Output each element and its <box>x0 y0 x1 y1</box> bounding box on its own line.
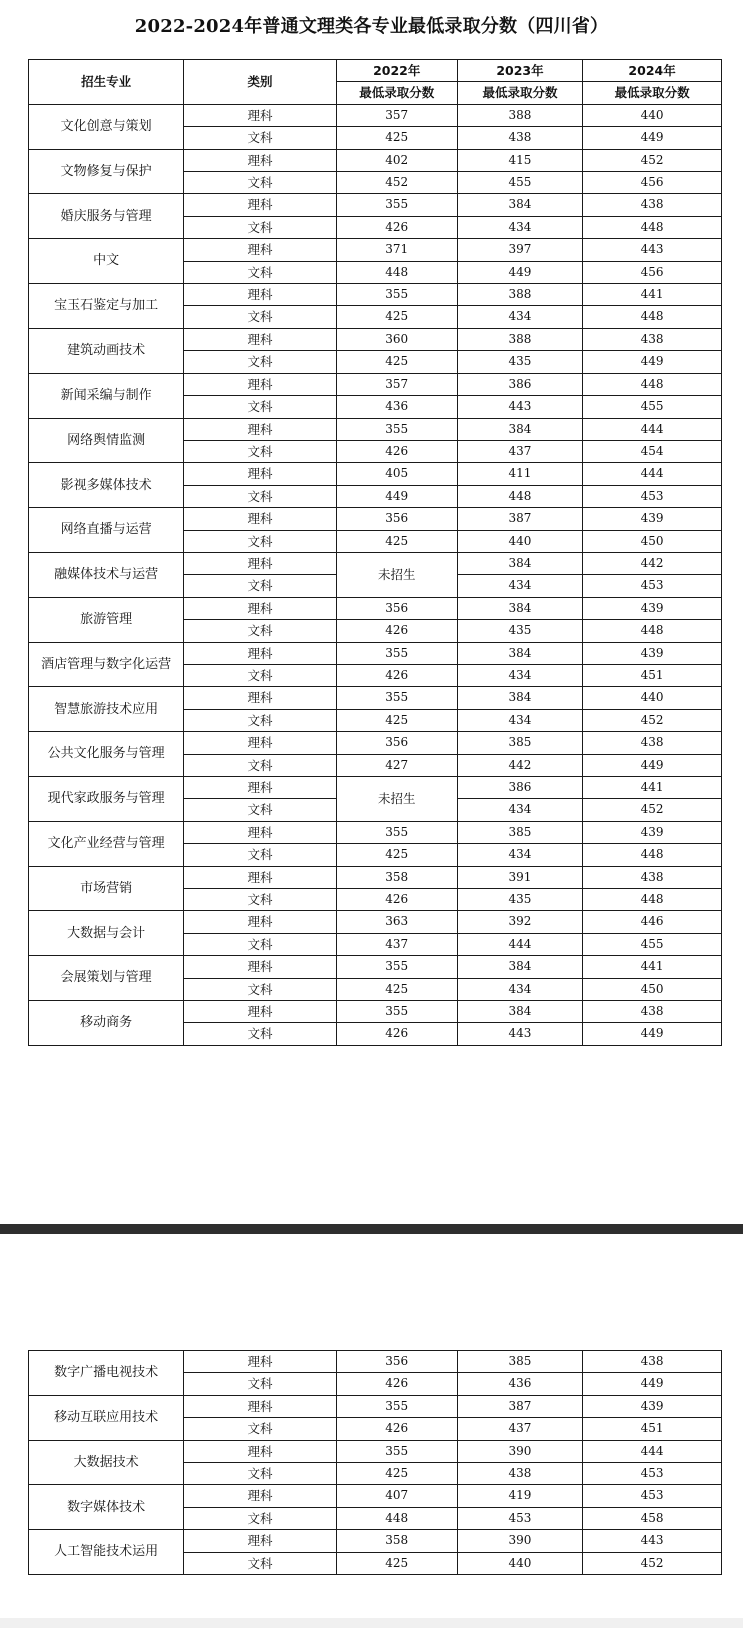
major-name-cell: 网络舆情监测 <box>29 418 184 463</box>
score-2022-cell: 356 <box>336 508 457 530</box>
category-cell: 理科 <box>184 149 336 171</box>
major-name-cell: 现代家政服务与管理 <box>29 777 184 822</box>
major-name-cell: 网络直播与运营 <box>29 508 184 553</box>
score-2024-cell: 455 <box>583 396 722 418</box>
category-cell: 文科 <box>184 440 336 462</box>
score-2022-cell: 426 <box>336 440 457 462</box>
score-2024-cell: 440 <box>583 687 722 709</box>
score-2023-cell: 415 <box>457 149 582 171</box>
header-year-2022: 2022年 <box>336 60 457 82</box>
category-cell: 理科 <box>184 1351 336 1373</box>
category-cell: 理科 <box>184 1395 336 1417</box>
score-2023-cell: 390 <box>457 1440 582 1462</box>
score-2023-cell: 435 <box>457 889 582 911</box>
category-cell: 文科 <box>184 978 336 1000</box>
table-row <box>29 328 722 350</box>
score-2023-cell: 385 <box>457 1351 582 1373</box>
score-2023-cell: 386 <box>457 777 582 799</box>
score-2022-cell: 425 <box>336 351 457 373</box>
score-2022-cell: 407 <box>336 1485 457 1507</box>
score-2023-cell: 455 <box>457 172 582 194</box>
score-2023-cell: 443 <box>457 396 582 418</box>
score-2022-cell: 425 <box>336 709 457 731</box>
category-cell: 文科 <box>184 127 336 149</box>
score-2023-cell: 434 <box>457 709 582 731</box>
score-2024-cell: 444 <box>583 463 722 485</box>
category-cell: 文科 <box>184 396 336 418</box>
score-2022-cell: 426 <box>336 1373 457 1395</box>
score-2022-cell: 426 <box>336 889 457 911</box>
score-2023-cell: 434 <box>457 664 582 686</box>
scores-table-main <box>28 59 722 1046</box>
table-row <box>29 1351 722 1373</box>
category-cell: 理科 <box>184 597 336 619</box>
score-2024-cell: 458 <box>583 1507 722 1529</box>
major-name-cell: 移动互联应用技术 <box>29 1395 184 1440</box>
category-cell: 理科 <box>184 1530 336 1552</box>
score-2022-cell: 355 <box>336 1001 457 1023</box>
category-cell: 理科 <box>184 1485 336 1507</box>
table-row <box>29 104 722 126</box>
category-cell: 理科 <box>184 284 336 306</box>
table-row <box>29 777 722 799</box>
category-cell: 文科 <box>184 933 336 955</box>
category-cell: 理科 <box>184 956 336 978</box>
score-2023-cell: 384 <box>457 956 582 978</box>
score-2024-cell: 449 <box>583 754 722 776</box>
score-2022-cell: 371 <box>336 239 457 261</box>
score-2022-cell: 425 <box>336 1463 457 1485</box>
score-2024-cell: 439 <box>583 821 722 843</box>
table-row <box>29 956 722 978</box>
header-row-years <box>29 60 722 82</box>
score-2024-cell: 456 <box>583 172 722 194</box>
table-row <box>29 597 722 619</box>
major-name-cell: 公共文化服务与管理 <box>29 732 184 777</box>
score-2024-cell: 444 <box>583 418 722 440</box>
score-2024-cell: 453 <box>583 575 722 597</box>
score-2022-cell: 402 <box>336 149 457 171</box>
major-name-cell: 融媒体技术与运营 <box>29 552 184 597</box>
table-row <box>29 642 722 664</box>
score-2022-cell: 357 <box>336 373 457 395</box>
score-2024-cell: 438 <box>583 1351 722 1373</box>
category-cell: 理科 <box>184 687 336 709</box>
score-2022-cell: 405 <box>336 463 457 485</box>
score-2022-cell: 356 <box>336 597 457 619</box>
score-2023-cell: 443 <box>457 1023 582 1045</box>
major-name-cell: 中文 <box>29 239 184 284</box>
score-2024-cell: 444 <box>583 1440 722 1462</box>
category-cell: 文科 <box>184 844 336 866</box>
table-row <box>29 687 722 709</box>
score-2022-cell: 355 <box>336 642 457 664</box>
score-2023-cell: 448 <box>457 485 582 507</box>
score-2024-cell: 448 <box>583 844 722 866</box>
score-2022-cell: 355 <box>336 418 457 440</box>
score-2022-cell: 425 <box>336 127 457 149</box>
category-cell: 文科 <box>184 351 336 373</box>
score-2022-cell: 452 <box>336 172 457 194</box>
score-2022-cell: 425 <box>336 530 457 552</box>
major-name-cell: 新闻采编与制作 <box>29 373 184 418</box>
score-2024-cell: 453 <box>583 1463 722 1485</box>
category-cell: 文科 <box>184 1418 336 1440</box>
score-2023-cell: 438 <box>457 127 582 149</box>
score-2024-cell: 449 <box>583 351 722 373</box>
table-row <box>29 149 722 171</box>
score-2023-cell: 388 <box>457 104 582 126</box>
table-row <box>29 194 722 216</box>
score-2024-cell: 439 <box>583 597 722 619</box>
category-cell: 文科 <box>184 306 336 328</box>
major-name-cell: 文化产业经营与管理 <box>29 821 184 866</box>
category-cell: 理科 <box>184 463 336 485</box>
major-name-cell: 宝玉石鉴定与加工 <box>29 284 184 329</box>
score-2024-cell: 441 <box>583 284 722 306</box>
header-year-2023: 2023年 <box>457 60 582 82</box>
category-cell: 理科 <box>184 104 336 126</box>
table-row <box>29 418 722 440</box>
score-2023-cell: 397 <box>457 239 582 261</box>
major-name-cell: 酒店管理与数字化运营 <box>29 642 184 687</box>
score-2023-cell: 437 <box>457 1418 582 1440</box>
score-2024-cell: 441 <box>583 777 722 799</box>
category-cell: 文科 <box>184 889 336 911</box>
table-row <box>29 463 722 485</box>
score-2022-cell: 356 <box>336 1351 457 1373</box>
score-2022-cell: 355 <box>336 194 457 216</box>
score-2024-cell: 453 <box>583 485 722 507</box>
score-2023-cell: 384 <box>457 418 582 440</box>
score-2022-cell: 358 <box>336 1530 457 1552</box>
score-2022-cell: 448 <box>336 1507 457 1529</box>
score-2023-cell: 384 <box>457 642 582 664</box>
category-cell: 理科 <box>184 1001 336 1023</box>
category-cell: 文科 <box>184 216 336 238</box>
not-enrolled-cell: 未招生 <box>336 777 457 822</box>
category-cell: 理科 <box>184 642 336 664</box>
score-2022-cell: 355 <box>336 1440 457 1462</box>
score-2022-cell: 436 <box>336 396 457 418</box>
score-2023-cell: 440 <box>457 530 582 552</box>
score-2022-cell: 437 <box>336 933 457 955</box>
table-row <box>29 1440 722 1462</box>
score-2024-cell: 452 <box>583 799 722 821</box>
major-name-cell: 大数据与会计 <box>29 911 184 956</box>
score-2023-cell: 387 <box>457 508 582 530</box>
category-cell: 理科 <box>184 373 336 395</box>
category-cell: 理科 <box>184 552 336 574</box>
score-2023-cell: 384 <box>457 552 582 574</box>
major-name-cell: 市场营销 <box>29 866 184 911</box>
table-row <box>29 732 722 754</box>
table-row <box>29 911 722 933</box>
score-2024-cell: 438 <box>583 328 722 350</box>
score-2022-cell: 425 <box>336 844 457 866</box>
category-cell: 文科 <box>184 575 336 597</box>
category-cell: 文科 <box>184 799 336 821</box>
score-2024-cell: 451 <box>583 1418 722 1440</box>
score-2023-cell: 411 <box>457 463 582 485</box>
score-2024-cell: 455 <box>583 933 722 955</box>
score-2023-cell: 453 <box>457 1507 582 1529</box>
score-2022-cell: 355 <box>336 1395 457 1417</box>
score-2022-cell: 426 <box>336 1023 457 1045</box>
score-2023-cell: 384 <box>457 1001 582 1023</box>
score-2024-cell: 446 <box>583 911 722 933</box>
score-2024-cell: 438 <box>583 194 722 216</box>
category-cell: 理科 <box>184 1440 336 1462</box>
score-2023-cell: 419 <box>457 1485 582 1507</box>
score-2024-cell: 448 <box>583 889 722 911</box>
category-cell: 理科 <box>184 508 336 530</box>
score-2022-cell: 355 <box>336 687 457 709</box>
category-cell: 文科 <box>184 1463 336 1485</box>
table-row <box>29 1485 722 1507</box>
score-2024-cell: 438 <box>583 866 722 888</box>
score-2022-cell: 426 <box>336 1418 457 1440</box>
score-2023-cell: 437 <box>457 440 582 462</box>
major-name-cell: 建筑动画技术 <box>29 328 184 373</box>
score-2023-cell: 444 <box>457 933 582 955</box>
category-cell: 理科 <box>184 911 336 933</box>
score-2023-cell: 435 <box>457 620 582 642</box>
category-cell: 理科 <box>184 418 336 440</box>
score-2022-cell: 355 <box>336 284 457 306</box>
category-cell: 文科 <box>184 172 336 194</box>
major-name-cell: 人工智能技术运用 <box>29 1530 184 1575</box>
major-name-cell: 数字媒体技术 <box>29 1485 184 1530</box>
score-2024-cell: 441 <box>583 956 722 978</box>
score-2024-cell: 451 <box>583 664 722 686</box>
score-2024-cell: 442 <box>583 552 722 574</box>
score-2023-cell: 434 <box>457 978 582 1000</box>
score-2023-cell: 438 <box>457 1463 582 1485</box>
major-name-cell: 文化创意与策划 <box>29 104 184 149</box>
score-2023-cell: 434 <box>457 306 582 328</box>
score-2022-cell: 448 <box>336 261 457 283</box>
score-2024-cell: 448 <box>583 306 722 328</box>
score-2022-cell: 363 <box>336 911 457 933</box>
score-2022-cell: 449 <box>336 485 457 507</box>
category-cell: 理科 <box>184 194 336 216</box>
score-2023-cell: 388 <box>457 328 582 350</box>
category-cell: 文科 <box>184 664 336 686</box>
table-row <box>29 552 722 574</box>
table-row <box>29 284 722 306</box>
score-2022-cell: 426 <box>336 620 457 642</box>
score-2024-cell: 448 <box>583 620 722 642</box>
category-cell: 理科 <box>184 732 336 754</box>
score-2023-cell: 434 <box>457 799 582 821</box>
table-row <box>29 1395 722 1417</box>
score-2024-cell: 449 <box>583 1023 722 1045</box>
score-2023-cell: 440 <box>457 1552 582 1574</box>
score-2023-cell: 392 <box>457 911 582 933</box>
score-2023-cell: 388 <box>457 284 582 306</box>
table-row <box>29 866 722 888</box>
category-cell: 理科 <box>184 777 336 799</box>
table-row <box>29 239 722 261</box>
header-min-score-2022: 最低录取分数 <box>336 82 457 104</box>
table-row <box>29 1001 722 1023</box>
category-cell: 文科 <box>184 1373 336 1395</box>
category-cell: 理科 <box>184 239 336 261</box>
category-cell: 理科 <box>184 866 336 888</box>
score-2022-cell: 356 <box>336 732 457 754</box>
category-cell: 文科 <box>184 1507 336 1529</box>
major-name-cell: 影视多媒体技术 <box>29 463 184 508</box>
score-2023-cell: 385 <box>457 821 582 843</box>
score-2023-cell: 434 <box>457 575 582 597</box>
score-2024-cell: 443 <box>583 1530 722 1552</box>
table-row <box>29 821 722 843</box>
score-2024-cell: 454 <box>583 440 722 462</box>
score-2024-cell: 438 <box>583 1001 722 1023</box>
score-2024-cell: 450 <box>583 530 722 552</box>
score-2023-cell: 384 <box>457 687 582 709</box>
header-category: 类别 <box>184 60 336 105</box>
score-2022-cell: 425 <box>336 306 457 328</box>
category-cell: 文科 <box>184 1552 336 1574</box>
score-2023-cell: 384 <box>457 194 582 216</box>
score-2023-cell: 391 <box>457 866 582 888</box>
score-2023-cell: 386 <box>457 373 582 395</box>
score-2023-cell: 442 <box>457 754 582 776</box>
score-2023-cell: 436 <box>457 1373 582 1395</box>
score-2024-cell: 438 <box>583 732 722 754</box>
not-enrolled-cell: 未招生 <box>336 552 457 597</box>
score-2023-cell: 385 <box>457 732 582 754</box>
score-2024-cell: 439 <box>583 642 722 664</box>
page-title: 2022-2024年普通文理类各专业最低录取分数（四川省） <box>134 16 609 37</box>
category-cell: 文科 <box>184 530 336 552</box>
score-2024-cell: 456 <box>583 261 722 283</box>
score-2023-cell: 390 <box>457 1530 582 1552</box>
score-2022-cell: 355 <box>336 821 457 843</box>
score-2023-cell: 449 <box>457 261 582 283</box>
score-2023-cell: 384 <box>457 597 582 619</box>
score-2023-cell: 434 <box>457 844 582 866</box>
score-2022-cell: 360 <box>336 328 457 350</box>
score-2024-cell: 448 <box>583 216 722 238</box>
category-cell: 文科 <box>184 1023 336 1045</box>
score-2024-cell: 449 <box>583 1373 722 1395</box>
score-2022-cell: 358 <box>336 866 457 888</box>
major-name-cell: 大数据技术 <box>29 1440 184 1485</box>
header-min-score-2024: 最低录取分数 <box>583 82 722 104</box>
score-2022-cell: 357 <box>336 104 457 126</box>
category-cell: 文科 <box>184 620 336 642</box>
score-2024-cell: 452 <box>583 709 722 731</box>
major-name-cell: 移动商务 <box>29 1001 184 1046</box>
score-2023-cell: 435 <box>457 351 582 373</box>
header-major: 招生专业 <box>29 60 184 105</box>
page-bottom-strip <box>0 1618 743 1628</box>
score-2022-cell: 427 <box>336 754 457 776</box>
score-2024-cell: 452 <box>583 149 722 171</box>
major-name-cell: 文物修复与保护 <box>29 149 184 194</box>
score-2024-cell: 439 <box>583 508 722 530</box>
header-year-2024: 2024年 <box>583 60 722 82</box>
score-2024-cell: 450 <box>583 978 722 1000</box>
table-row <box>29 508 722 530</box>
category-cell: 文科 <box>184 754 336 776</box>
score-2024-cell: 440 <box>583 104 722 126</box>
category-cell: 文科 <box>184 485 336 507</box>
major-name-cell: 婚庆服务与管理 <box>29 194 184 239</box>
category-cell: 文科 <box>184 709 336 731</box>
page-break-divider <box>0 1224 743 1234</box>
score-2024-cell: 449 <box>583 127 722 149</box>
category-cell: 理科 <box>184 328 336 350</box>
score-2024-cell: 439 <box>583 1395 722 1417</box>
category-cell: 文科 <box>184 261 336 283</box>
major-name-cell: 旅游管理 <box>29 597 184 642</box>
score-2024-cell: 443 <box>583 239 722 261</box>
score-2022-cell: 426 <box>336 216 457 238</box>
score-2022-cell: 355 <box>336 956 457 978</box>
table-row <box>29 1530 722 1552</box>
score-2024-cell: 452 <box>583 1552 722 1574</box>
score-2022-cell: 426 <box>336 664 457 686</box>
score-2024-cell: 448 <box>583 373 722 395</box>
score-2023-cell: 434 <box>457 216 582 238</box>
scores-table-continued <box>28 1350 722 1575</box>
table-row <box>29 373 722 395</box>
major-name-cell: 数字广播电视技术 <box>29 1351 184 1396</box>
score-2023-cell: 387 <box>457 1395 582 1417</box>
score-2022-cell: 425 <box>336 1552 457 1574</box>
score-2022-cell: 425 <box>336 978 457 1000</box>
category-cell: 理科 <box>184 821 336 843</box>
major-name-cell: 智慧旅游技术应用 <box>29 687 184 732</box>
major-name-cell: 会展策划与管理 <box>29 956 184 1001</box>
header-min-score-2023: 最低录取分数 <box>457 82 582 104</box>
score-2024-cell: 453 <box>583 1485 722 1507</box>
